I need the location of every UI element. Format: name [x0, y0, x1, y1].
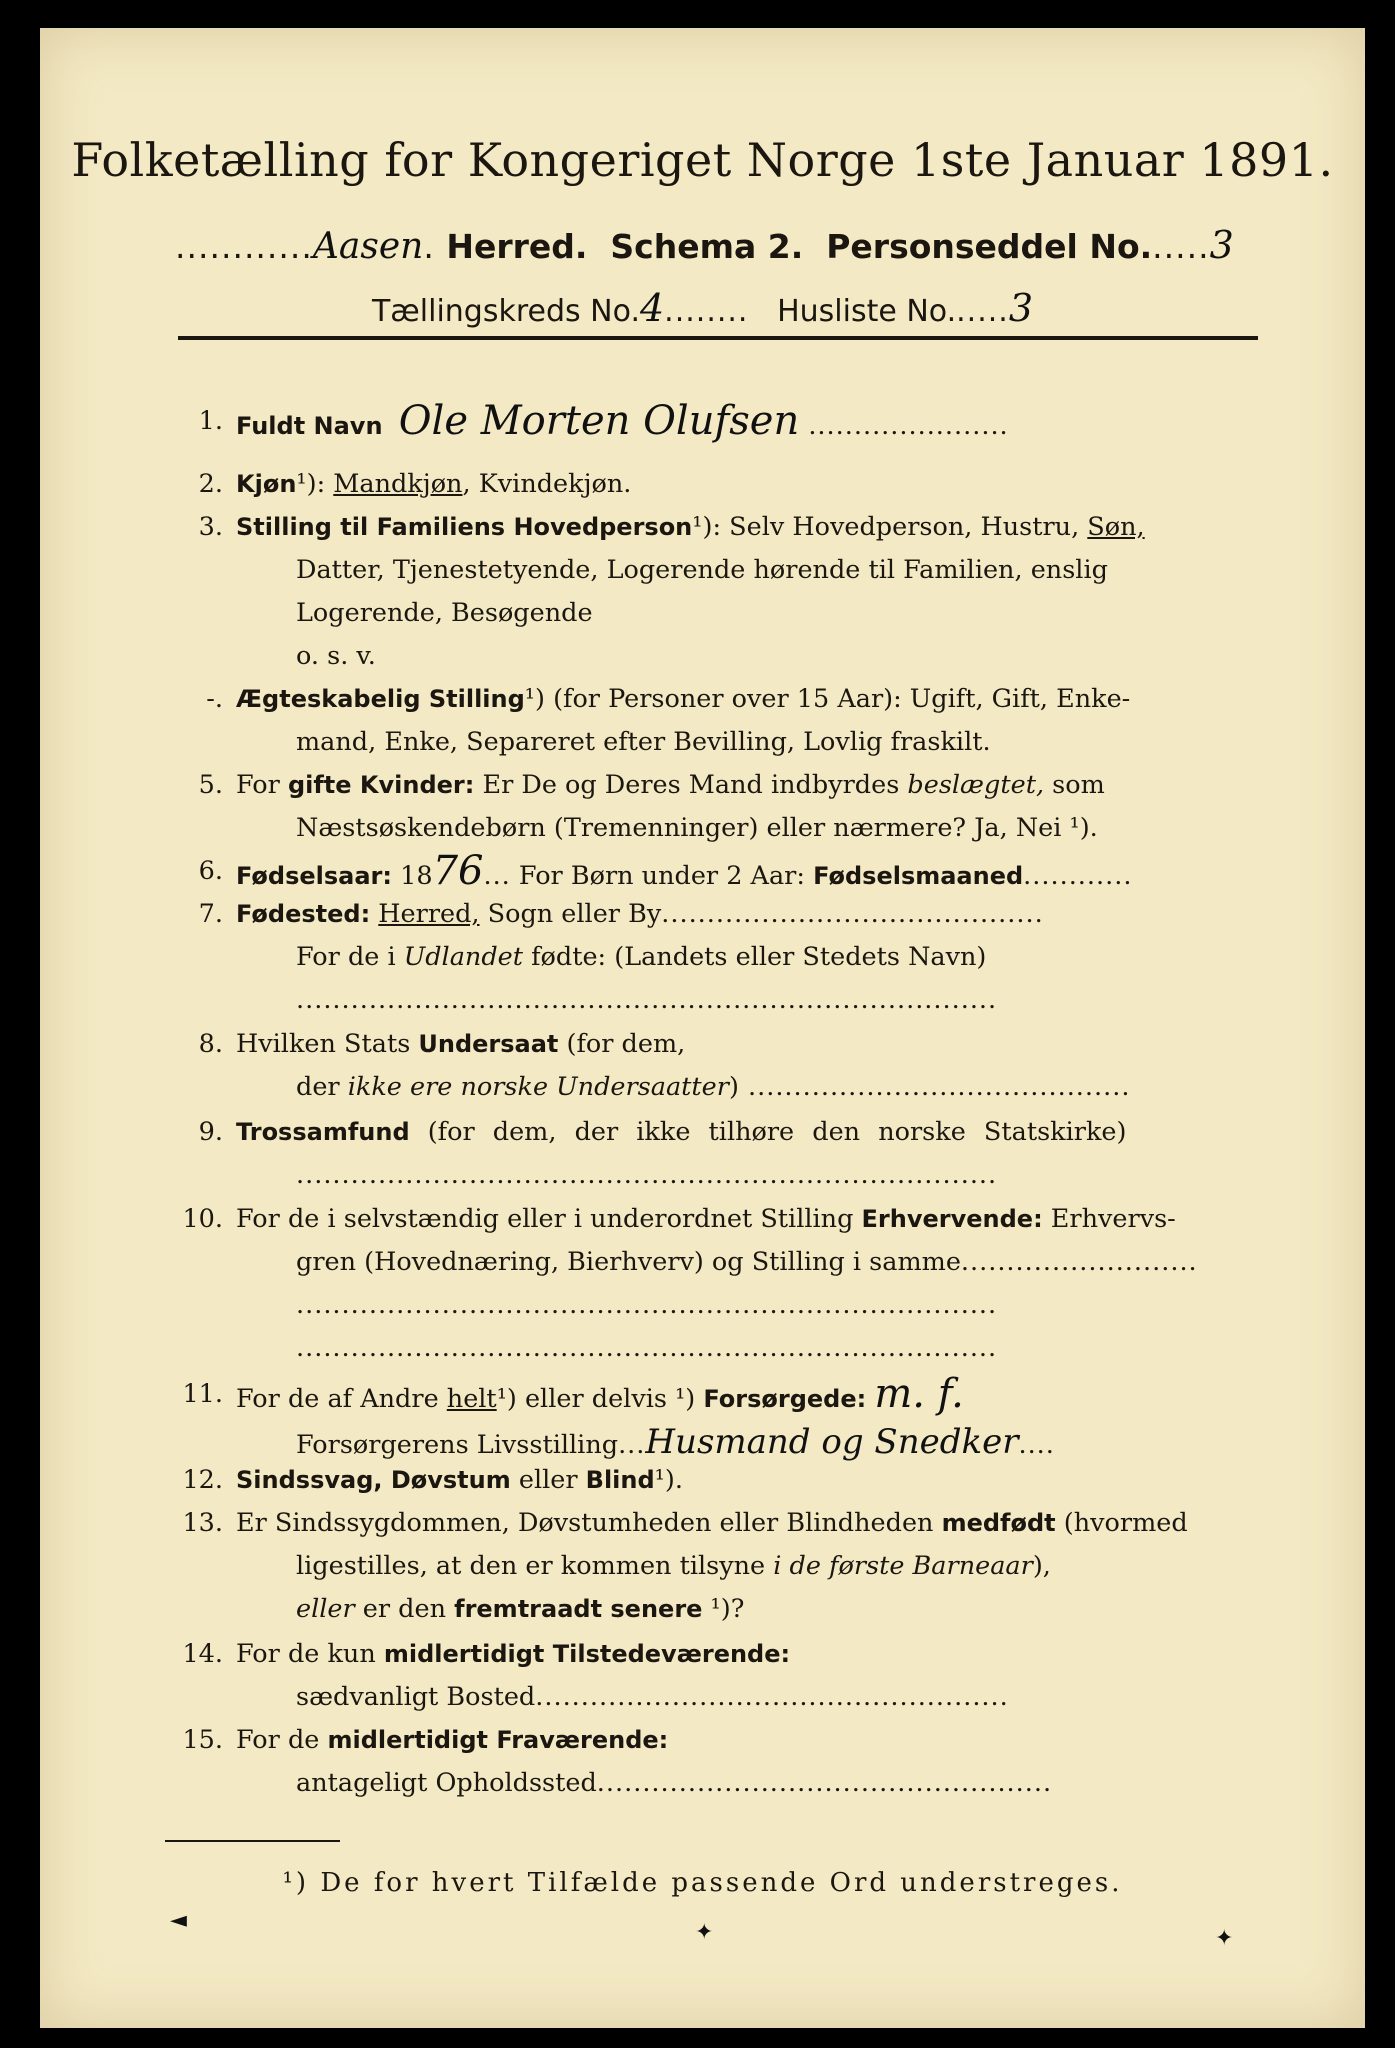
family-position-line2: Datter, Tjenestetyende, Logerende hørende til Familien, enslig: [296, 555, 1108, 585]
item-11: 11. For de af Andre helt¹) eller delvis ¹) Forsørgede: m. f. Forsørgerens Livsstilling...Husmand og Snedker....: [178, 1373, 1263, 1467]
item-number: 14.: [182, 1639, 223, 1669]
supported-text: ¹) eller delvis ¹): [496, 1384, 704, 1414]
married-women-text: Er De og Deres Mand indbyrdes: [474, 770, 908, 800]
religion-label: Trossamfund: [236, 1118, 410, 1146]
congenital-line3-suffix: ¹)?: [702, 1594, 745, 1624]
citizenship-line2-prefix: der: [296, 1072, 348, 1102]
taellingskreds-label: Tællingskreds No.: [371, 294, 640, 329]
congenital-line3-prefix: er den: [354, 1594, 455, 1624]
registration-mark-icon: ✦: [695, 1920, 714, 1945]
temp-absent-label: midlertidigt Fraværende:: [327, 1726, 669, 1754]
herred-label: Herred.: [446, 227, 588, 266]
family-position-options: ¹): Selv Hovedperson, Hustru,: [692, 512, 1088, 542]
item-number: 3.: [198, 512, 223, 542]
birth-month-label: Fødselsmaaned: [813, 862, 1024, 890]
sex-option-female: Kvindekjøn.: [478, 469, 632, 499]
family-position-son: Søn,: [1087, 512, 1145, 542]
supported-prefix: For de af Andre: [236, 1384, 447, 1414]
congenital-line3-italic: eller: [296, 1594, 355, 1624]
item-number: 8.: [198, 1029, 223, 1059]
congenital-text: (hvormed: [1055, 1508, 1188, 1538]
congenital-line2-suffix: ),: [1032, 1551, 1051, 1581]
marital-status-label: Ægteskabelig Stilling: [236, 685, 525, 713]
item-15: 15. For de midlertidigt Fraværende: antageligt Opholdssted..................................................: [178, 1719, 1263, 1805]
usual-residence-label: sædvanligt Bosted: [296, 1682, 536, 1712]
married-women-text2: som: [1044, 770, 1105, 800]
census-form: [40, 28, 1365, 2028]
full-name-label: Fuldt Navn: [236, 412, 383, 440]
abroad-prefix: For de i: [296, 942, 404, 972]
item-14: 14. For de kun midlertidigt Tilstedeværende: sædvanligt Bosted....................................................: [178, 1633, 1263, 1719]
birthplace-text: Sogn eller By: [479, 899, 662, 929]
item-number: 12.: [182, 1465, 223, 1495]
item-number: 5.: [198, 770, 223, 800]
item-8: 8. Hvilken Stats Undersaat (for dem, der ikke ere norske Undersaatter) ..........................................: [178, 1023, 1263, 1109]
supported-helt: helt: [446, 1384, 497, 1414]
item-number: 15.: [182, 1725, 223, 1755]
item-2: 2. Kjøn¹): Mandkjøn, Kvindekjøn.: [178, 463, 1263, 506]
temp-present-label: midlertidigt Tilstedeværende:: [383, 1640, 791, 1668]
birth-month-text: For Børn under 2 Aar:: [510, 861, 814, 891]
taellingskreds-value: 4: [639, 286, 665, 330]
item-number: 6.: [198, 856, 223, 886]
herred-value: Aasen: [312, 226, 424, 267]
personseddel-value: 3: [1209, 223, 1234, 267]
disability-label: Sindssvag, Døvstum: [236, 1466, 511, 1494]
citizenship-text: (for dem,: [558, 1029, 686, 1059]
occupation-prefix: For de i selvstændig eller i underordnet Stilling: [236, 1204, 862, 1234]
footnote-rule: [165, 1840, 340, 1842]
disability-text: eller: [510, 1465, 586, 1495]
family-position-label: Stilling til Familiens Hovedperson: [236, 513, 693, 541]
item-1: 1. Fuldt Navn Ole Morten Olufsen ......................: [178, 400, 1263, 448]
provider-occupation-label: Forsørgerens Livsstilling: [296, 1430, 619, 1460]
birth-year-prefix: 18: [392, 861, 433, 891]
congenital-prefix: Er Sindssygdommen, Døvstumheden eller Blindheden: [236, 1508, 942, 1538]
schema-label: Schema 2.: [610, 227, 804, 266]
item-number: 13.: [182, 1508, 223, 1538]
blind-label: Blind: [585, 1466, 655, 1494]
item-6: 6. Fødselsaar: 1876... For Børn under 2 Aar: Fødselsmaaned............: [178, 850, 1263, 898]
form-title: Folketælling for Kongeriget Norge 1ste Januar 1891.: [71, 133, 1334, 187]
congenital-label: medfødt: [941, 1509, 1056, 1537]
occupation-text: Erhvervs-: [1042, 1204, 1176, 1234]
item-number: 7.: [198, 899, 223, 929]
item-number: 9.: [198, 1117, 223, 1147]
full-name-value: Ole Morten Olufsen: [398, 398, 800, 444]
item-number: 1.: [198, 406, 223, 436]
married-women-related: beslægtet,: [907, 770, 1045, 800]
sex-note: ¹):: [296, 469, 334, 499]
registration-mark-icon: ◄: [170, 1908, 187, 1933]
personseddel-label: Personseddel No.: [826, 227, 1153, 266]
header-rule: [178, 336, 1258, 340]
citizenship-line2-italic: ikke ere norske Undersaatter: [347, 1072, 729, 1102]
congenital-line2-italic: i de første Barneaar: [773, 1551, 1033, 1581]
abroad-italic: Udlandet: [403, 942, 523, 972]
item-number: 2.: [198, 469, 223, 499]
citizenship-line2-suffix: ): [728, 1072, 739, 1102]
married-women-line2: Næstsøskendebørn (Tremenninger) eller nærmere? Ja, Nei ¹).: [296, 813, 1098, 843]
family-position-line4: o. s. v.: [296, 641, 376, 671]
provider-occupation-value: Husmand og Snedker: [645, 1422, 1019, 1462]
husliste-label: Husliste No.: [777, 294, 957, 329]
item-5: [178, 764, 1263, 850]
item-9: 9. Trossamfund (for dem, der ikke tilhøre den norske Statskirke) .............................................................................: [178, 1111, 1263, 1197]
birth-year-value: 76: [432, 848, 484, 894]
probable-residence-label: antageligt Opholdssted: [296, 1768, 597, 1798]
form-subheader-line: Tællingskreds No.4........ Husliste No......3: [371, 286, 1034, 330]
item-3: [178, 506, 1263, 678]
sex-option-male: Mandkjøn: [333, 469, 463, 499]
marital-status-options: ¹) (for Personer over 15 Aar): Ugift, Gift, Enke-: [524, 684, 1131, 714]
congenital-line3-label: fremtraadt senere: [454, 1595, 703, 1623]
marital-status-line2: mand, Enke, Separeret efter Bevilling, Lovlig fraskilt.: [296, 727, 991, 757]
registration-mark-icon: ✦: [1215, 1926, 1234, 1951]
married-women-prefix: For: [236, 770, 288, 800]
item-13: [178, 1502, 1263, 1631]
item-number: 11.: [182, 1379, 223, 1409]
abroad-text: fødte: (Landets eller Stedets Navn): [523, 942, 987, 972]
married-women-label: gifte Kvinder:: [287, 771, 475, 799]
supported-value: m. f.: [874, 1371, 964, 1417]
family-position-line3: Logerende, Besøgende: [296, 598, 593, 628]
birth-year-label: Fødselsaar:: [236, 862, 392, 890]
citizenship-prefix: Hvilken Stats: [236, 1029, 419, 1059]
item-10: 10. For de i selvstændig eller i underordnet Stilling Erhvervende: Erhvervs- gren (Hovednæring, Bierhverv) og Stilling i samme.......................... ............................................................................. .............................................................................: [178, 1198, 1263, 1370]
temp-absent-prefix: For de: [236, 1725, 328, 1755]
birthplace-herred: Herred,: [378, 899, 480, 929]
husliste-value: 3: [1008, 286, 1034, 330]
form-header-line: ............Aasen. Herred. Schema 2. Personseddel No......3: [175, 223, 1234, 267]
disability-note: ¹).: [654, 1465, 683, 1495]
temp-present-prefix: For de kun: [236, 1639, 384, 1669]
item-7: 7. Fødested: Herred, Sogn eller By.......................................... For de i Udlandet fødte: (Landets eller Stedets Navn) .............................................................................: [178, 893, 1263, 1022]
item-4: [178, 678, 1263, 764]
supported-label: Forsørgede:: [703, 1385, 867, 1413]
congenital-line2-prefix: ligestilles, at den er kommen tilsyne: [296, 1551, 774, 1581]
sex-label: Kjøn: [236, 470, 297, 498]
birthplace-label: Fødested:: [236, 900, 371, 928]
item-12: [178, 1459, 1263, 1502]
occupation-label: Erhvervende:: [861, 1205, 1043, 1233]
religion-text: (for dem, der ikke tilhøre den norske Statskirke): [409, 1117, 1127, 1147]
citizenship-label: Undersaat: [418, 1030, 559, 1058]
item-number: -.: [206, 684, 223, 714]
item-number: 10.: [182, 1204, 223, 1234]
occupation-line2: gren (Hovednæring, Bierhverv) og Stilling i samme: [296, 1247, 961, 1277]
footnote: ¹) De for hvert Tilfælde passende Ord understreges.: [282, 1868, 1123, 1898]
